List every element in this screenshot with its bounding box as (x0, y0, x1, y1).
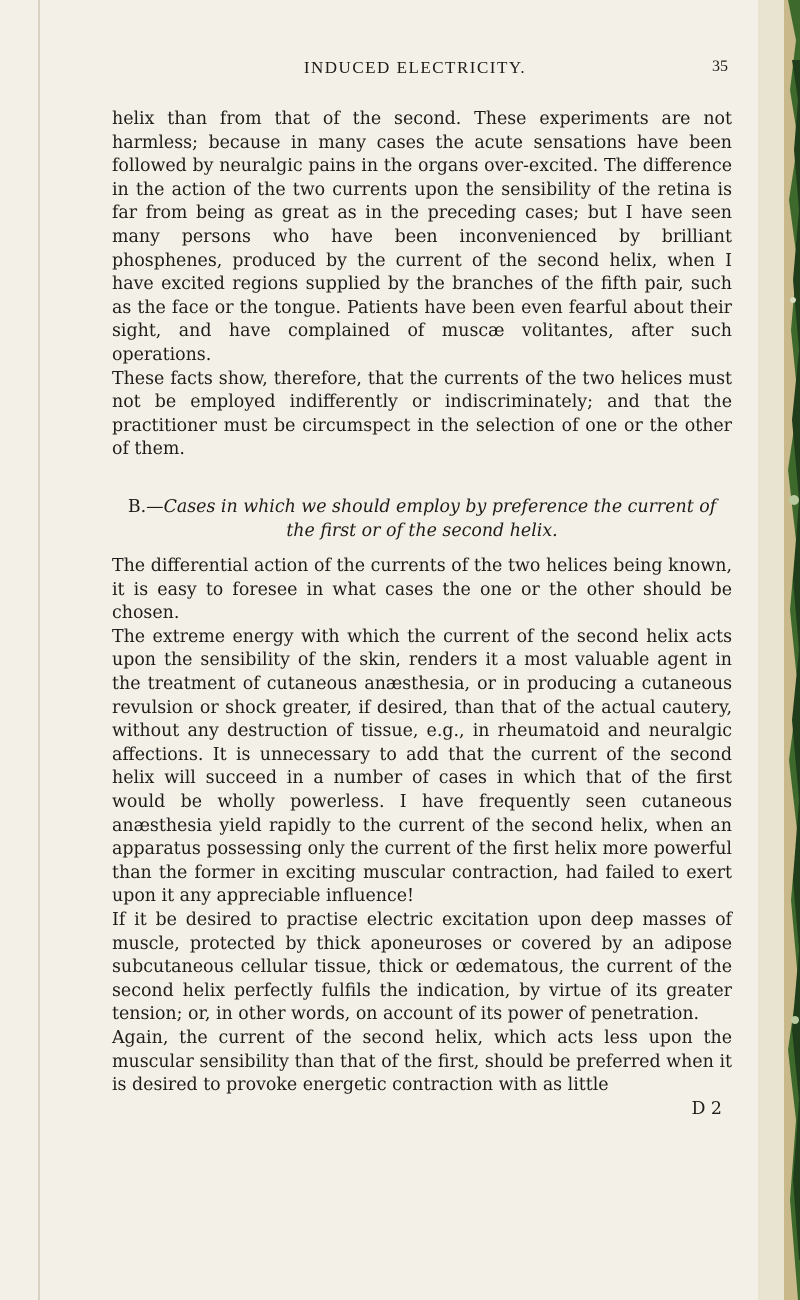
paragraph: helix than from that of the second. These experiments are not harmless; because in many cases the acute sensations have been followed by neuralgic pains in the organs over-excited. The difference in the action of the two currents upon the sensibility of the retina is far from being as great as in the preceding cases; but I have seen many persons who have been inconvenienced by brilliant phosphenes, produced by the current of the second helix, when I have excited regions supplied by the branches of the fifth pair, such as the face or the tongue. Patients have been even fearful about their sight, and have complained of muscæ volitantes, after such operations. (112, 109, 732, 365)
paragraph: Again, the current of the second helix, which acts less upon the muscular sensibility than that of the first, should be preferred when it is desired to provoke energetic contraction with as little (112, 1027, 732, 1096)
paragraph: The extreme energy with which the current of the second helix acts upon the sensibility of the skin, renders it a most valuable agent in the treatment of cutaneous anæsthesia, or in producing a cutaneous revulsion or shock greater, if desired, than that of the actual cautery, without any destruction of tissue, e.g., in rheumatoid and neuralgic affections. It is unnecessary to add that the current of the second helix will succeed in a number of cases in which that of the first would be wholly powerless. I have frequently seen cutaneous anæsthesia yield rapidly to the current of the second helix, when an apparatus possessing only the current of the first helix more powerful than the former in exciting muscular contraction, had failed to exert upon it any appreciable influence! (112, 626, 732, 907)
body-text (112, 108, 732, 1121)
paragraph: If it be desired to practise electric excitation upon deep masses of muscle, protected by thick aponeuroses or covered by an adipose subcutaneous cellular tissue, thick or œdematous, the current of the second helix perfectly fulfils the indication, by virtue of its greater tension; or, in other words, on account of its power of penetration. (112, 910, 732, 1025)
page-number: 35 (712, 58, 728, 75)
paragraph: These facts show, therefore, that the currents of the two helices must not be employed indifferently or indiscriminately; and that the practitioner must be circumspect in the selection of one or the other of them. (112, 368, 732, 460)
section-title: Cases in which we should employ by preference the current of the first or of the second helix. (163, 496, 717, 541)
section-label: B.— (127, 496, 164, 517)
running-head (110, 58, 728, 84)
running-head-title: INDUCED ELECTRICITY. (303, 58, 527, 77)
signature-mark: D 2 (691, 1098, 722, 1119)
paragraph: The differential action of the currents of the two helices being known, it is easy to foresee in what cases the one or the other should be chosen. (112, 556, 732, 624)
section-heading (112, 496, 732, 543)
page-gutter-shadow (38, 0, 40, 1300)
page-edge-marbling (758, 0, 800, 1300)
